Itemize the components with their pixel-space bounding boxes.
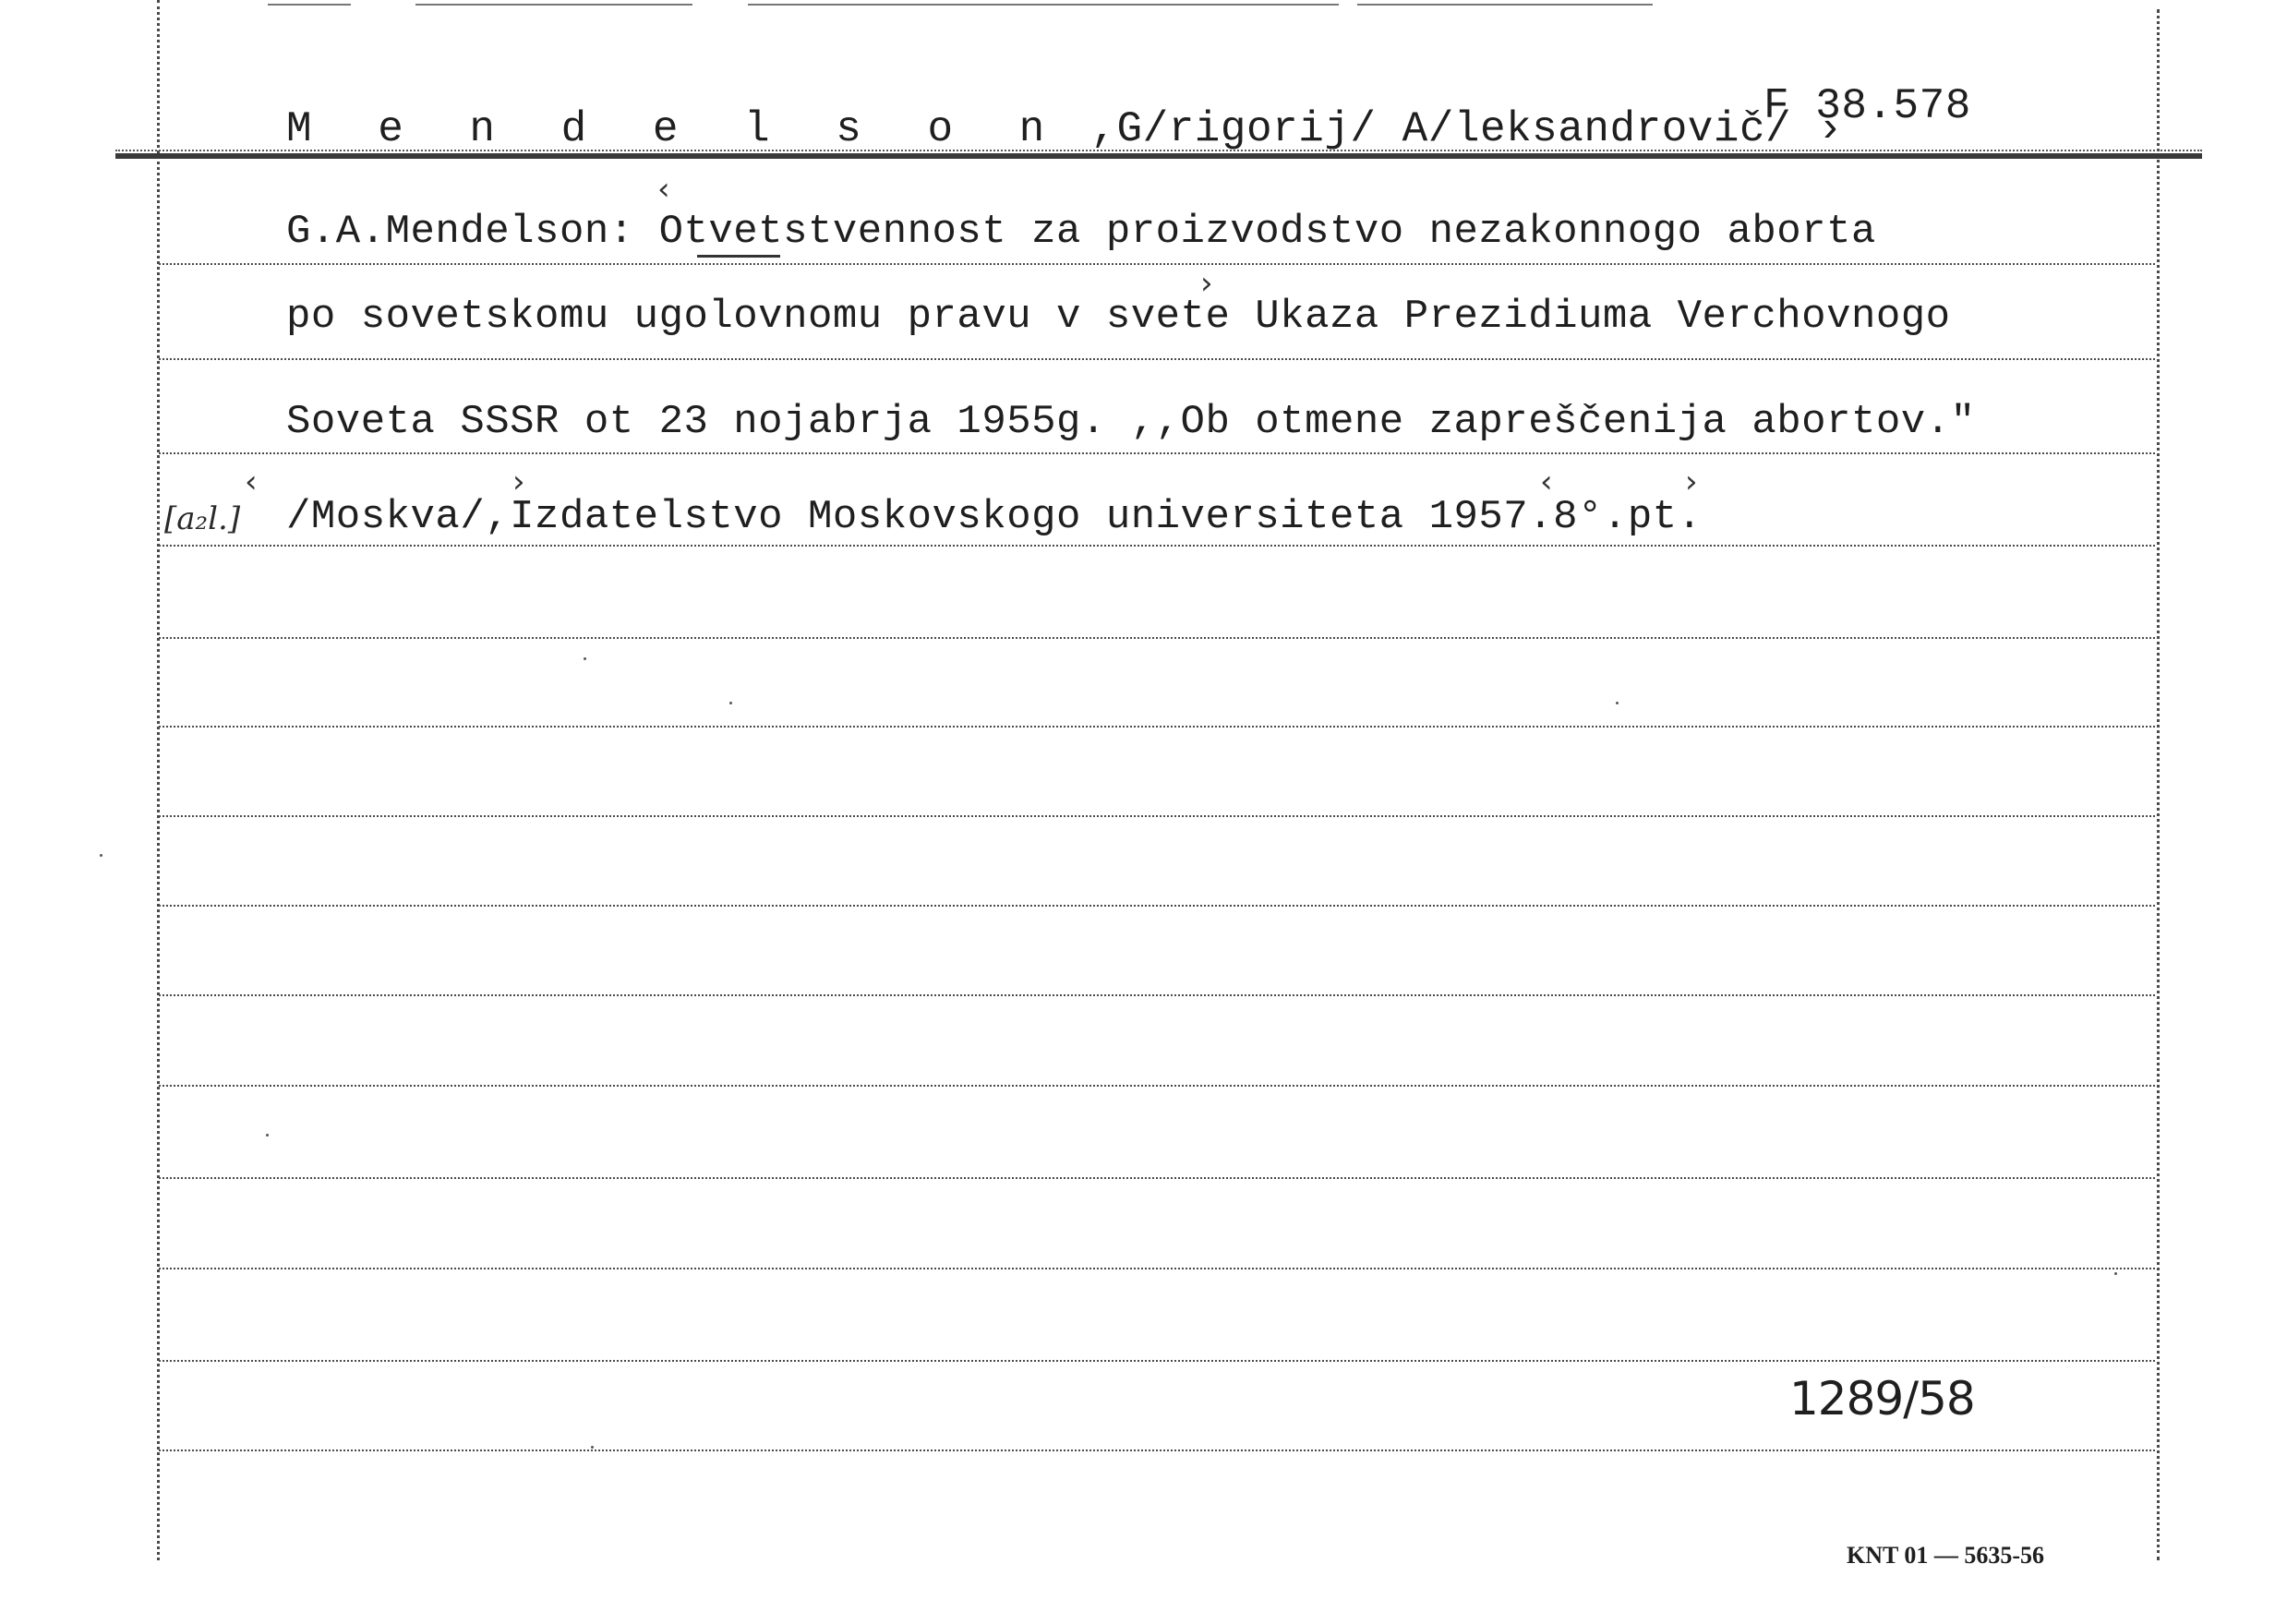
ruling-line bbox=[159, 637, 2155, 639]
right-dotted-border bbox=[2157, 9, 2160, 1560]
title-line-1: G.A.Mendelson: Otvetstvennost za proizvodstvo nezakonnogo aborta bbox=[286, 209, 1876, 255]
caret-mark: › bbox=[1685, 463, 1698, 500]
underline-mark bbox=[697, 255, 780, 258]
title-line-2: po sovetskomu ugolovnomu pravu v svete Ukaza Prezidiuma Verchovnogo bbox=[286, 294, 1951, 340]
caret-mark: › bbox=[512, 463, 525, 500]
ruling-line bbox=[159, 358, 2155, 360]
ruling-line bbox=[159, 1177, 2155, 1179]
caret-mark: ‹ bbox=[1540, 463, 1553, 500]
form-number: KNT 01 — 5635-56 bbox=[1847, 1542, 2045, 1569]
caret-mark: › bbox=[1200, 265, 1213, 302]
top-edge-rule bbox=[1357, 4, 1653, 6]
ruling-line bbox=[159, 1268, 2155, 1269]
speck bbox=[2114, 1272, 2117, 1275]
author-heading bbox=[286, 106, 1843, 152]
ruling-line bbox=[159, 452, 2155, 454]
top-edge-marks bbox=[268, 0, 1653, 44]
top-edge-rule bbox=[268, 4, 351, 6]
accession-number: 1289/58 bbox=[1789, 1372, 1975, 1426]
speck bbox=[100, 854, 102, 857]
speck bbox=[1616, 702, 1619, 704]
call-number: F 38.578 bbox=[1763, 82, 1971, 130]
ruling-line bbox=[159, 1085, 2155, 1087]
title-line-3: Soveta SSSR ot 23 nojabrja 1955g. ,,Ob otmene zapreščenija abortov." bbox=[286, 399, 1976, 445]
left-dotted-border bbox=[157, 0, 160, 1560]
speck bbox=[591, 1446, 594, 1449]
caret-mark: ‹ bbox=[245, 463, 258, 500]
ruling-line bbox=[159, 545, 2155, 547]
ruling-line bbox=[159, 994, 2155, 996]
imprint-line: /Moskva/,Izdatelstvo Moskovskogo universiteta 1957.8°.pt. bbox=[286, 494, 1703, 540]
author-surname: M e n d e l s o n bbox=[286, 105, 1065, 153]
speck bbox=[729, 702, 732, 704]
ruling-line bbox=[159, 1450, 2155, 1451]
header-rule bbox=[115, 153, 2202, 159]
handwritten-annotation: [a₂l.] bbox=[164, 500, 241, 537]
caret-mark: ‹ bbox=[657, 171, 670, 208]
ruling-line bbox=[159, 263, 2155, 265]
top-edge-rule bbox=[415, 4, 692, 6]
ruling-line bbox=[159, 726, 2155, 728]
author-given-names: ,G/rigorij/ A/leksandrovič/ › bbox=[1090, 105, 1844, 153]
top-edge-rule bbox=[748, 4, 1339, 6]
speck bbox=[584, 657, 586, 660]
ruling-line bbox=[159, 815, 2155, 817]
ruling-line bbox=[159, 905, 2155, 907]
speck bbox=[266, 1134, 269, 1137]
ruling-line bbox=[159, 1360, 2155, 1362]
